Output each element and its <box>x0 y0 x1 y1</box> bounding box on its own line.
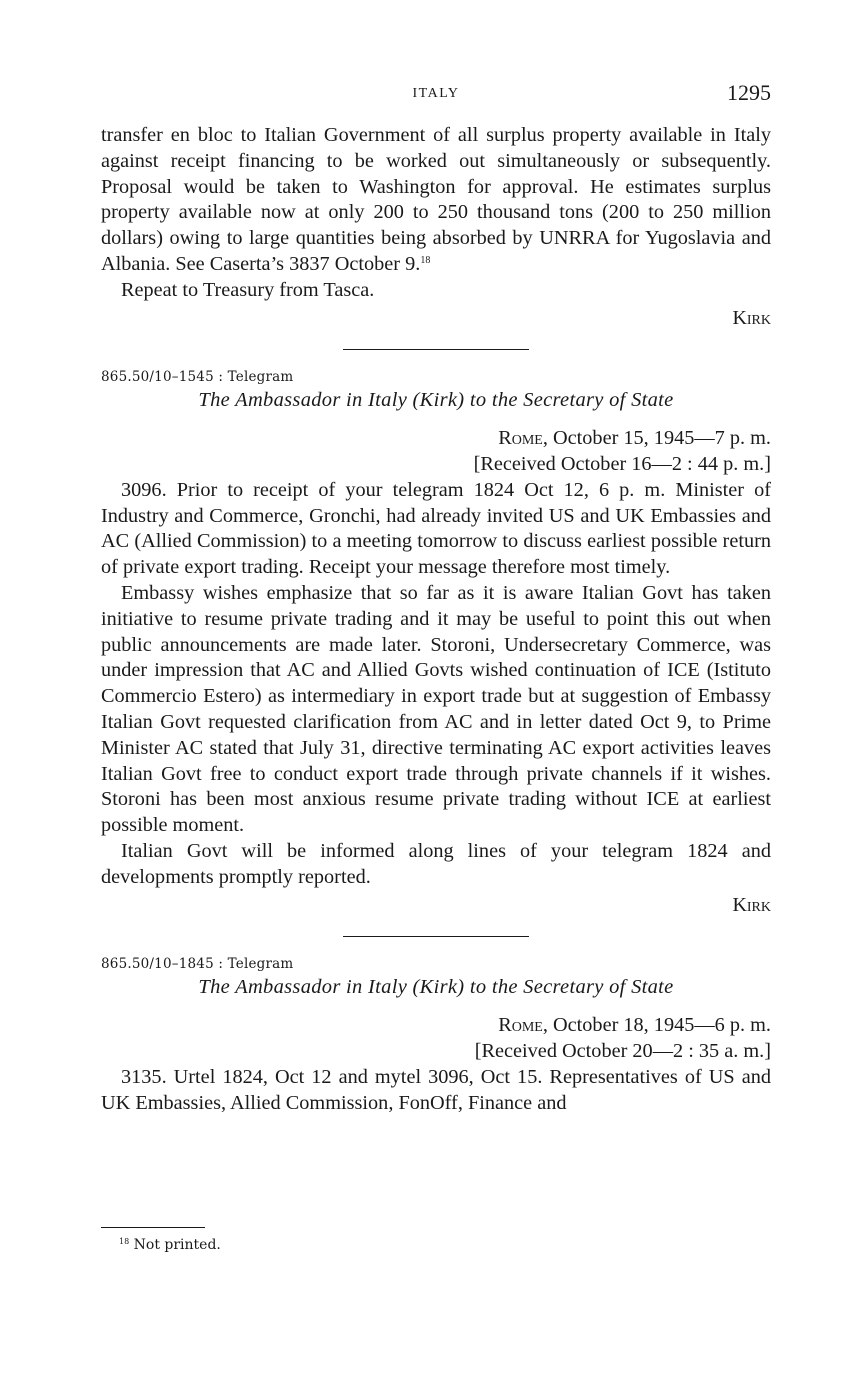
telegram-1 <box>101 368 771 918</box>
continued-paragraph <box>101 123 771 278</box>
footnote-reference: 18 <box>420 254 431 266</box>
page-body <box>101 123 771 1116</box>
file-reference: 865.50/10–1545 : Telegram <box>101 369 294 386</box>
signature: Kirk <box>732 893 771 916</box>
running-head: ITALY <box>412 86 460 101</box>
dateline <box>101 1013 771 1039</box>
body-paragraph: 3135. Urtel 1824, Oct 12 and mytel 3096, Oct 15. Representatives of US and UK Embassies, Allied Commission, FonOff, Finance and <box>101 1065 771 1114</box>
signature: Kirk <box>732 306 771 329</box>
received-line: [Received October 16—2 : 44 p. m.] <box>473 452 771 475</box>
continued-paragraph-text: transfer en bloc to Italian Government of all surplus property available in Italy against receipt financing to be worked out simultaneously or subsequently. Proposal would be taken to Washington for approval. He estimates surplus property available now at only 200 to 250 thousand tons (200 to 250 million dollars) owing to large quantities being absorbed by UNRRA for Yugoslavia and Albania. See Caserta’s 3837 October 9. <box>101 124 771 275</box>
body-paragraph: 3096. Prior to receipt of your telegram 1824 Oct 12, 6 p. m. Minister of Industry and Commerce, Gronchi, had already invited US and UK Embassies and AC (Allied Commission) to a meeting tomorrow to discuss earliest possible return of private export trading. Receipt your message therefore most timely. <box>101 478 771 579</box>
dateline <box>101 426 771 452</box>
footnote-divider <box>101 1227 205 1228</box>
continued-telegram <box>101 123 771 331</box>
page-header <box>101 80 771 108</box>
repeat-instruction: Repeat to Treasury from Tasca. <box>121 278 375 301</box>
dateline-place: Rome <box>498 427 543 450</box>
document-title: The Ambassador in Italy (Kirk) to the Secretary of State <box>198 389 674 412</box>
file-reference: 865.50/10–1845 : Telegram <box>101 956 294 973</box>
footnote-number: 18 <box>119 1237 130 1246</box>
body-paragraph: Italian Govt will be informed along lines of your telegram 1824 and developments promptly reported. <box>101 839 771 888</box>
footnote-text: Not printed. <box>133 1237 221 1253</box>
dateline-date: , October 18, 1945—6 p. m. <box>542 1014 771 1037</box>
page-number: 1295 <box>727 80 771 105</box>
section-divider <box>343 349 529 350</box>
document-title: The Ambassador in Italy (Kirk) to the Secretary of State <box>198 976 674 999</box>
dateline-date: , October 15, 1945—7 p. m. <box>542 427 771 450</box>
dateline-place: Rome <box>498 1014 543 1037</box>
section-divider <box>343 936 529 937</box>
footnote <box>119 1237 221 1253</box>
body-paragraph: Embassy wishes emphasize that so far as it is aware Italian Govt has taken initiative to resume private trading and it may be useful to point this out when public announcements are made later. Storoni, Undersecretary Commerce, was under impression that AC and Allied Govts wished continuation of ICE (Istituto Commercio Estero) as intermediary in export trade but at suggestion of Embassy Italian Govt requested clarification from AC and in letter dated Oct 9, to Prime Minister AC stated that July 31, directive terminating AC export activities leaves Italian Govt free to conduct export trade through private channels if it wishes. Storoni has been most anxious resume private trading without ICE at earliest possible moment. <box>101 581 771 837</box>
received-line: [Received October 20—2 : 35 a. m.] <box>474 1039 771 1062</box>
telegram-2 <box>101 955 771 1116</box>
